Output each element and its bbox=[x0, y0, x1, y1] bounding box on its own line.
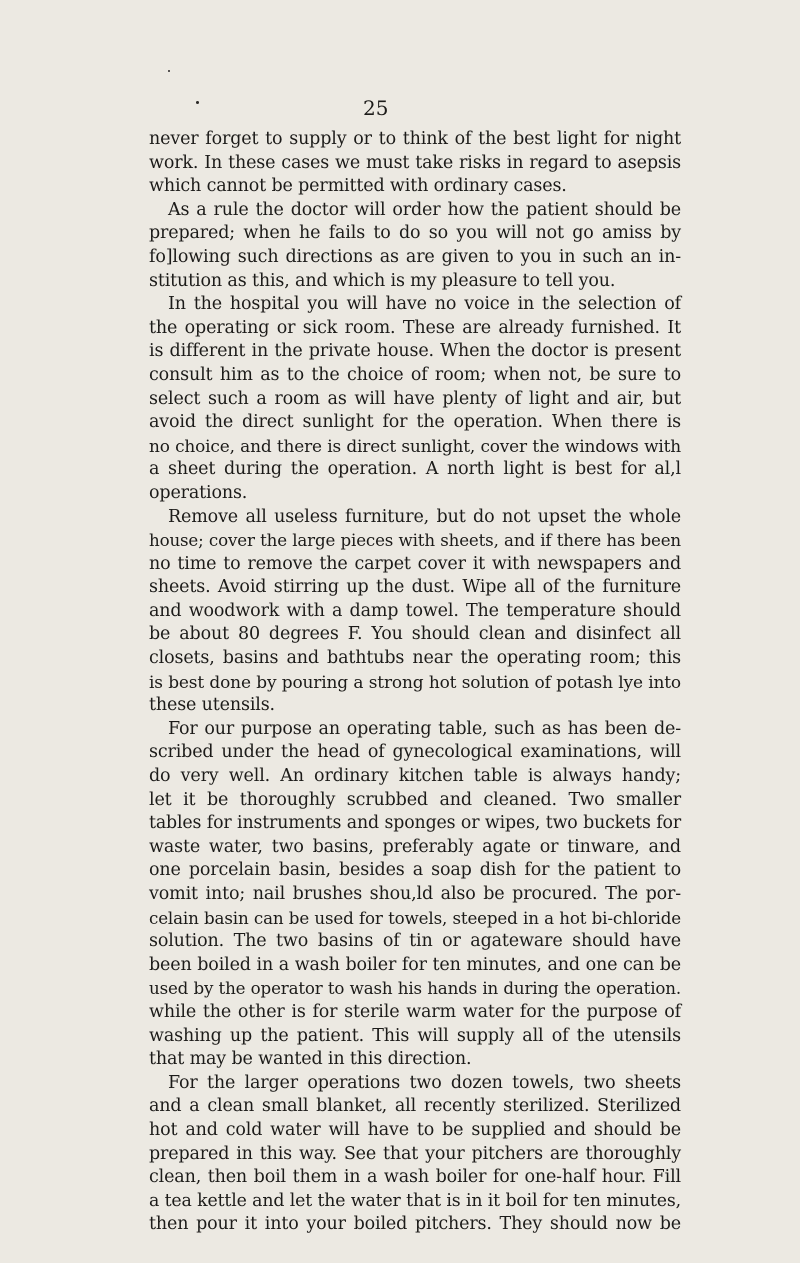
text-line: operations. bbox=[149, 482, 248, 503]
text-line: then pour it into your boiled pitchers. They should now be bbox=[149, 1214, 681, 1235]
text-line: work. In these cases we must take risks in regard to asepsis bbox=[149, 152, 681, 173]
text-line: tables for instruments and sponges or wipes, two buckets for bbox=[149, 813, 681, 834]
text-line: and woodwork with a damp towel. The temperature should bbox=[149, 600, 681, 621]
text-line: house; cover the large pieces with sheets, and if there has been bbox=[149, 531, 681, 551]
text-line: scribed under the head of gynecological examinations, will bbox=[149, 742, 681, 763]
text-line: avoid the direct sunlight for the operation. When there is bbox=[149, 412, 681, 433]
text-line: consult him as to the choice of room; when not, be sure to bbox=[149, 364, 681, 385]
text-line: In the hospital you will have no voice in the selection of bbox=[168, 294, 681, 315]
text-line: sheets. Avoid stirring up the dust. Wipe all of the furniture bbox=[149, 577, 681, 598]
text-line: and a clean small blanket, all recently sterilized. Sterilized bbox=[149, 1096, 681, 1117]
text-line: the operating or sick room. These are already furnished. It bbox=[149, 317, 681, 338]
text-line: As a rule the doctor will order how the patient should be bbox=[168, 199, 681, 220]
body-text bbox=[149, 128, 681, 1237]
text-line: select such a room as will have plenty of light and air, but bbox=[149, 388, 681, 409]
text-line: let it be thoroughly scrubbed and cleaned. Two smaller bbox=[149, 789, 681, 810]
text-line: For our purpose an operating table, such as has been de- bbox=[168, 718, 681, 739]
text-line: one porcelain basin, besides a soap dish for the patient to bbox=[149, 860, 681, 881]
text-line: a sheet during the operation. A north light is best for al,l bbox=[149, 459, 681, 480]
text-line: no time to remove the carpet cover it with newspapers and bbox=[149, 553, 681, 574]
page-number: 25 bbox=[363, 96, 389, 120]
text-line: vomit into; nail brushes shou,ld also be procured. The por- bbox=[149, 884, 681, 904]
text-line: solution. The two basins of tin or agateware should have bbox=[149, 931, 681, 952]
text-line: hot and cold water will have to be supplied and should be bbox=[149, 1119, 681, 1140]
text-line: do very well. An ordinary kitchen table is always handy; bbox=[149, 766, 681, 787]
text-line: be about 80 degrees F. You should clean and disinfect all bbox=[149, 624, 681, 645]
text-line: clean, then boil them in a wash boiler for one-half hour. Fill bbox=[149, 1167, 681, 1188]
text-line: that may be wanted in this direction. bbox=[149, 1049, 472, 1070]
text-line: For the larger operations two dozen towels, two sheets bbox=[168, 1072, 681, 1093]
text-line: fo]lowing such directions as are given to you in such an in- bbox=[149, 246, 681, 267]
text-line: never forget to supply or to think of the best light for night bbox=[149, 129, 681, 149]
text-line: waste water, two basins, preferably agate or tinware, and bbox=[149, 836, 681, 857]
text-line: stitution as this, and which is my pleasure to tell you. bbox=[149, 270, 616, 291]
ink-speck bbox=[196, 101, 199, 104]
text-line: used by the operator to wash his hands in during the operation. bbox=[149, 979, 681, 999]
text-line: is different in the private house. When the doctor is present bbox=[149, 341, 681, 362]
text-line: is best done by pouring a strong hot solution of potash lye into bbox=[149, 671, 681, 692]
text-line: been boiled in a wash boiler for ten minutes, and one can be bbox=[149, 954, 681, 975]
text-line: closets, basins and bathtubs near the operating room; this bbox=[149, 648, 681, 669]
text-line: these utensils. bbox=[149, 695, 275, 716]
ink-speck bbox=[168, 70, 170, 72]
text-line: prepared in this way. See that your pitchers are thoroughly bbox=[149, 1143, 681, 1164]
text-line: while the other is for sterile warm water for the purpose of bbox=[149, 1001, 681, 1022]
text-line: a tea kettle and let the water that is in it boil for ten minutes, bbox=[149, 1190, 681, 1211]
text-line: Remove all useless furniture, but do not upset the whole bbox=[168, 506, 681, 527]
text-line: prepared; when he fails to do so you will not go amiss by bbox=[149, 223, 681, 244]
text-line: washing up the patient. This will supply all of the utensils bbox=[149, 1025, 681, 1046]
text-line: no choice, and there is direct sunlight, cover the windows with bbox=[149, 435, 681, 456]
text-line: celain basin can be used for towels, steeped in a hot bi-chloride bbox=[149, 907, 681, 928]
text-line: which cannot be permitted with ordinary cases. bbox=[149, 176, 567, 197]
